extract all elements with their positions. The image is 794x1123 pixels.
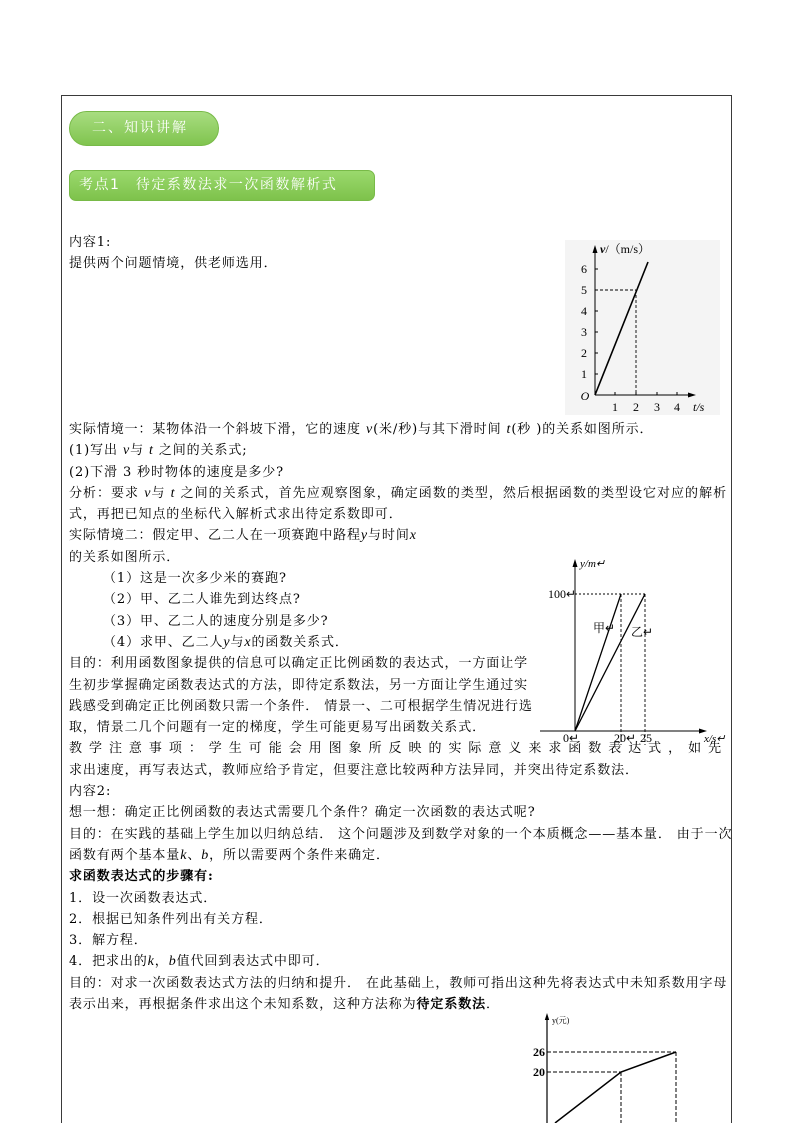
y-axis-label-unit: /（m/s）: [605, 242, 651, 256]
y-tick-label: 4: [581, 304, 587, 318]
x-tick-label: 20↵: [614, 731, 637, 745]
text-line: [69, 760, 727, 781]
text-segment: 之间的关系式，首先应观察图象，确定函数的类型，然后根据函数的类型设它对应的解析: [175, 485, 727, 501]
text-line: [69, 696, 533, 717]
race-graph: [536, 556, 730, 748]
text-segment: 与: [130, 443, 150, 459]
y-axis-label-variable: v: [600, 242, 606, 256]
math-variable: y: [360, 528, 369, 544]
text-segment: 之间的关系式;: [153, 443, 248, 459]
text-segment: 分析：要求: [69, 485, 145, 501]
x-axis-label: x/s↵: [704, 733, 726, 745]
math-variable: v: [144, 485, 152, 501]
text-segment: (2)下滑 3 秒时物体的速度是多少?: [69, 464, 285, 480]
series-line-jia: [575, 594, 621, 731]
series-label-yi: 乙↵: [631, 625, 654, 639]
text-segment: 求出速度，再写表达式，教师应给予肯定，但要注意比较两种方法异同，并突出待定系数法．: [69, 762, 639, 778]
step-item: [69, 909, 727, 930]
text-line: [69, 462, 727, 483]
y-tick-label: 3: [581, 325, 587, 339]
text-segment: 4．把求出的: [69, 954, 148, 970]
x-axis-label: t/s: [693, 400, 705, 414]
text-line: [69, 653, 528, 674]
text-segment: 内容2:: [69, 784, 112, 800]
text-segment: 式，再把已知点的坐标代入解析式求出待定系数即可．: [69, 507, 403, 523]
x-tick-label: 0↵: [563, 731, 580, 745]
y-tick-label: 26: [533, 1045, 545, 1059]
text-segment: 与: [230, 634, 245, 650]
text-segment: 、: [187, 847, 202, 863]
text-segment: （2）甲、乙二人谁先到达终点?: [103, 592, 301, 608]
math-variable: b: [168, 954, 177, 970]
intro-line: 提供两个问题情境，供老师选用．: [69, 256, 278, 272]
steps-heading: [69, 866, 727, 887]
y-axis-arrow: [545, 1013, 549, 1020]
text-segment: 与时间: [368, 528, 410, 544]
text-segment: 3．解方程．: [69, 933, 148, 949]
text-segment: 与: [151, 485, 171, 501]
text-line: [69, 440, 727, 461]
topic-banner: 考点1 待定系数法求一次函数解析式: [69, 170, 375, 201]
y-tick-label: 6: [581, 262, 587, 276]
step-item: [69, 930, 727, 951]
text-segment: (米/秒)与其下滑时间: [373, 422, 507, 437]
text-segment: 取，情景二几个问题有一定的梯度，学生可能更易写出函数关系式．: [69, 720, 487, 736]
x-tick-label: 4: [674, 400, 680, 414]
y-tick-label: 1: [581, 367, 587, 381]
text-line: [69, 824, 733, 845]
x-tick-label: 1: [612, 400, 618, 414]
math-variable: k: [147, 954, 155, 970]
math-variable: x: [244, 634, 252, 650]
y-tick-label: 2: [581, 346, 587, 360]
text-segment: 目的：利用函数图象提供的信息可以确定正比例函数的表达式，一方面让学: [69, 656, 528, 672]
y-axis-label: y/m↵: [580, 558, 606, 570]
text-segment: 教学注意事项：学生可能会用图象所反映的实际意义来求函数表达式，如先: [69, 741, 722, 757]
math-variable: x: [409, 528, 417, 544]
key-term: 待定系数法: [416, 997, 487, 1013]
math-variable: t: [170, 485, 176, 501]
step-item: [69, 951, 727, 972]
series-line-yi: [575, 594, 645, 731]
velocity-time-graph: [563, 236, 723, 418]
y-value-label: 100↵: [547, 587, 576, 601]
text-segment: 函数有两个基本量: [69, 847, 181, 863]
text-segment: 生初步掌握确定函数表达式的方法，即待定系数法，另一方面让学生通过实: [69, 677, 528, 693]
text-line: [69, 419, 727, 440]
y-tick-label: 5: [581, 283, 587, 297]
text-segment: 的关系如图所示．: [69, 549, 181, 565]
text-segment: 想一想：确定正比例函数的表达式需要几个条件？确定一次函数的表达式呢?: [69, 805, 536, 821]
x-tick-label: 25: [640, 731, 652, 745]
y-axis-label: [600, 242, 650, 256]
text-segment: ，: [154, 954, 169, 970]
x-tick-label: 2: [633, 400, 639, 414]
section-title-pill: 二、知识讲解: [69, 111, 219, 146]
math-variable: t: [506, 422, 512, 437]
text-segment: （1）这是一次多少米的赛跑?: [103, 571, 287, 587]
text-segment: ．: [486, 997, 500, 1013]
content-heading: 内容1:: [69, 235, 112, 250]
text-segment: 2．根据已知条件列出有关方程．: [69, 911, 273, 927]
text-line: [69, 525, 727, 546]
text-line: [69, 675, 528, 696]
math-variable: v: [365, 422, 374, 437]
text-line: [69, 802, 727, 823]
text-segment: （3）甲、乙二人的速度分别是多少?: [103, 613, 329, 629]
cost-line: [555, 1052, 676, 1123]
text-segment: 1．设一次函数表达式．: [69, 890, 218, 906]
math-variable: t: [149, 443, 154, 459]
content-heading: [69, 781, 727, 802]
text-segment: 目的：在实践的基础上学生加以归纳总结． 这个问题涉及到数学对象的一个本质概念——基本量． 由于一次: [69, 826, 733, 842]
text-segment: （4）求甲、乙二人: [103, 634, 224, 650]
math-variable: y: [223, 634, 231, 650]
math-variable: v: [122, 443, 131, 459]
text-segment: 目的：对求一次函数表达式方法的归纳和提升． 在此基础上，教师可指出这种先将表达式中未知系数用字母: [69, 975, 728, 991]
text-segment: 践感受到确定正比例函数只需一个条件． 情景一、二可根据学生情况进行选: [69, 698, 533, 714]
text-segment: 值代回到表达式中即可．: [176, 954, 330, 970]
cost-graph: [515, 1006, 715, 1123]
text-segment: (1)写出: [69, 443, 123, 459]
series-label-jia: 甲↵: [593, 621, 616, 635]
math-variable: k: [180, 847, 188, 863]
text-segment: 的函数关系式．: [251, 634, 349, 650]
text-line: [69, 845, 727, 866]
text-segment: 求函数表达式的步骤有:: [69, 869, 214, 885]
y-axis-arrow: [573, 559, 578, 567]
text-line: [69, 504, 727, 525]
y-axis-label: y(元): [552, 1016, 570, 1025]
text-segment: 实际情境二：假定甲、乙二人在一项赛跑中路程: [69, 528, 361, 544]
step-item: [69, 888, 727, 909]
text-segment: (秒 )的关系如图所示．: [511, 422, 654, 437]
x-tick-label: 3: [654, 400, 660, 414]
text-line: [69, 483, 727, 504]
y-tick-label: 20: [533, 1065, 545, 1079]
text-segment: 表示出来，再根据条件求出这个未知系数，这种方法称为: [69, 997, 417, 1013]
text-segment: 实际情境一：某物体沿一个斜坡下滑，它的速度: [69, 422, 366, 437]
text-segment: ，所以需要两个条件来确定．: [209, 847, 390, 863]
origin-label: O: [580, 389, 590, 403]
text-line: [69, 973, 727, 994]
math-variable: b: [201, 847, 210, 863]
